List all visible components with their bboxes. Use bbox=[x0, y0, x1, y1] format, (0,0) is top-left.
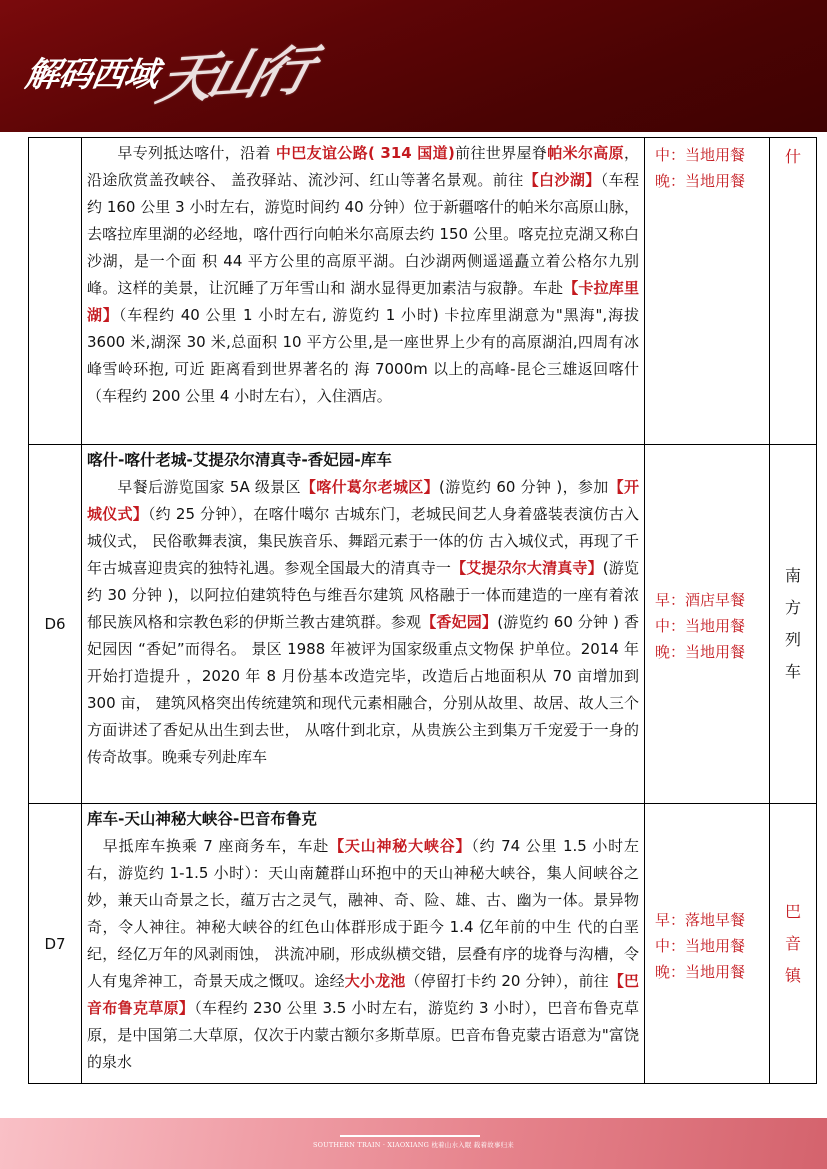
description-segment: (游览约 30 分钟 )，以阿拉伯建筑特色与维吾尔建筑 风格融于一体而建造的一座有着浓郁民族风格和宗教色彩的伊斯兰教古建筑群。参观 bbox=[87, 559, 639, 631]
meal-dinner: 晚：当地用餐 bbox=[655, 962, 746, 981]
meal-dinner: 晚：当地用餐 bbox=[655, 643, 746, 661]
highlight-attraction: 帕米尔高原 bbox=[547, 144, 624, 162]
logo-script: 天山行 bbox=[151, 38, 315, 112]
highlight-attraction: 【白沙湖】 bbox=[523, 171, 601, 189]
description-segment: (游览约 60 分钟 )，参加 bbox=[439, 478, 609, 496]
brand-logo bbox=[22, 30, 315, 112]
day-title: 库车-天山神秘大峡谷-巴音布鲁克 bbox=[87, 810, 317, 828]
highlight-attraction: 【香妃园】 bbox=[421, 613, 498, 631]
table-row bbox=[29, 445, 817, 804]
description-text bbox=[87, 474, 639, 771]
description-segment: （约 74 公里 1.5 小时左右，游览约 1-1.5 小时）：天山南麓群山环抱中的天山神秘大峡谷，集人间峡谷之 妙，兼天山奇景之长，蕴万古之灵气，融神、奇、险、雄、古、幽为一体。景异物奇，令人神往。神秘大峡谷的红色山体群形成于距今 1.4 亿年前的中生 代的白垩纪，经亿万年的风剥雨蚀， 洪流冲刷，形成纵横交错，层叠有序的垅脊与沟槽，令人有鬼斧神工，奇景天成之慨叹。途经 bbox=[87, 837, 639, 990]
description-text bbox=[87, 833, 639, 1076]
highlight-attraction: 【天山神秘大峡谷】 bbox=[329, 837, 472, 855]
page-footer bbox=[0, 1118, 827, 1169]
day-title: 喀什-喀什老城-艾提尕尔清真寺-香妃园-库车 bbox=[87, 451, 392, 469]
hotel-name bbox=[785, 560, 801, 688]
description-segment: 早专列抵达喀什，沿着 bbox=[117, 144, 276, 162]
highlight-attraction: 【喀什葛尔老城区】 bbox=[300, 478, 440, 496]
day-cell: D6 bbox=[29, 445, 82, 804]
itinerary-table bbox=[28, 137, 817, 1084]
hotel-cell bbox=[770, 138, 817, 445]
description-segment: 早餐后游览国家 5A 级景区 bbox=[117, 478, 301, 496]
table-row bbox=[29, 138, 817, 445]
meals-cell bbox=[645, 138, 770, 445]
description-segment: 早抵库车换乘 7 座商务车，车赴 bbox=[102, 837, 330, 855]
meals-cell bbox=[645, 804, 770, 1084]
hotel-name-text: 巴音镇 bbox=[785, 901, 802, 985]
highlight-attraction: 【卡拉库里湖】 bbox=[87, 279, 639, 324]
hotel-name bbox=[785, 896, 801, 992]
highlight-attraction: 大小龙池 bbox=[344, 972, 406, 990]
meal-lunch: 中：当地用餐 bbox=[655, 146, 746, 164]
logo-text: 解码西域 bbox=[22, 55, 161, 95]
description-segment: （车程约 40 公里 1 小时左右, 游览约 1 小时) 卡拉库里湖意为"黑海",海拔 3600 米,湖深 30 米,总面积 10 平方公里,是一座世界上少有的高原湖泊,四周有冰峰雪岭环抱, 可近 距离看到世界著名的 海 7000m 以上的高峰-昆仑三雄返回喀什（车程约 200 公里 4 小时左右），入住酒店。 bbox=[87, 306, 639, 405]
highlight-attraction: 【开城仪式】 bbox=[87, 478, 639, 523]
description-segment: (游览约 60 分钟 ) 香妃园因 “香妃”而得名。 景区 1988 年被评为国家级重点文物保 护单位。2014 年开始打造提升 ，2020 年 8 月份基本改造完毕，改造后占地面积从 70 亩增加到 300 亩， 建筑风格突出传统建筑和现代元素相融合，分别从故里、故居、故人三个方面讲述了香妃从出生到去世， 从喀什到北京，从贵族公主到集万千宠爱于一身的传奇故事。晚乘专列赴库车 bbox=[87, 613, 639, 766]
hotel-name: 什 bbox=[784, 147, 801, 166]
footer-slogan: SOUTHERN TRAIN · XIAOXIANG 枕着山水入眠 载着故事归来 bbox=[312, 1141, 515, 1149]
hotel-name-text: 南方列车 bbox=[785, 566, 802, 681]
meal-lunch: 中：当地用餐 bbox=[655, 617, 746, 635]
description-cell bbox=[82, 445, 645, 804]
meal-breakfast: 早：落地早餐 bbox=[655, 910, 746, 929]
description-segment: 前往世界屋脊 bbox=[454, 144, 548, 162]
description-cell bbox=[82, 804, 645, 1084]
table-row bbox=[29, 804, 817, 1084]
description-segment: （停留打卡约 20 分钟），前往 bbox=[405, 972, 609, 990]
description-text bbox=[87, 140, 639, 410]
description-cell bbox=[82, 138, 645, 445]
highlight-attraction: 中巴友谊公路( 314 国道) bbox=[275, 144, 455, 162]
description-segment: ，沿途欣赏盖孜峡谷、 盖孜驿站、流沙河、红山等著名景观。前往 bbox=[87, 144, 639, 189]
day-cell: D7 bbox=[29, 804, 82, 1084]
page-header-banner bbox=[0, 0, 827, 132]
meals-cell bbox=[645, 445, 770, 804]
highlight-attraction: 【巴音布鲁克草原】 bbox=[87, 972, 639, 1017]
description-segment: （车程约 230 公里 3.5 小时左右，游览约 3 小时），巴音布鲁克草原，是中国第二大草原，仅次于内蒙古额尔多斯草原。巴音布鲁克蒙古语意为"富饶的泉水 bbox=[87, 999, 639, 1071]
description-segment: （车程约 160 公里 3 小时左右，游览时间约 40 分钟）位于新疆喀什的帕米尔高原山脉，去喀拉库里湖的必经地，喀什西行向帕米尔高原去约 150 公里。喀克拉克湖又称白沙湖，是一个面 积 44 平方公里的高原平湖。白沙湖两侧遥遥矗立着公格尔九别峰。这样的美景，让沉睡了万年雪山和 湖水显得更加素洁与寂静。车赴 bbox=[87, 171, 639, 297]
day-cell bbox=[29, 138, 82, 445]
hotel-cell bbox=[770, 445, 817, 804]
highlight-attraction: 【艾提尕尔大清真寺】 bbox=[451, 559, 603, 577]
meal-dinner: 晚：当地用餐 bbox=[655, 172, 746, 190]
footer-divider bbox=[340, 1135, 480, 1137]
meal-lunch: 中：当地用餐 bbox=[655, 936, 746, 955]
hotel-cell bbox=[770, 804, 817, 1084]
meal-breakfast: 早：酒店早餐 bbox=[655, 591, 746, 609]
description-segment: （约 25 分钟），在喀什噶尔 古城东门，老城民间艺人身着盛装表演仿古入城仪式， 民俗歌舞表演，集民族音乐、舞蹈元素于一体的仿 古入城仪式，再现了千年古城喜迎贵宾的独特礼遇。参观全国最大的清真寺一 bbox=[87, 505, 639, 577]
